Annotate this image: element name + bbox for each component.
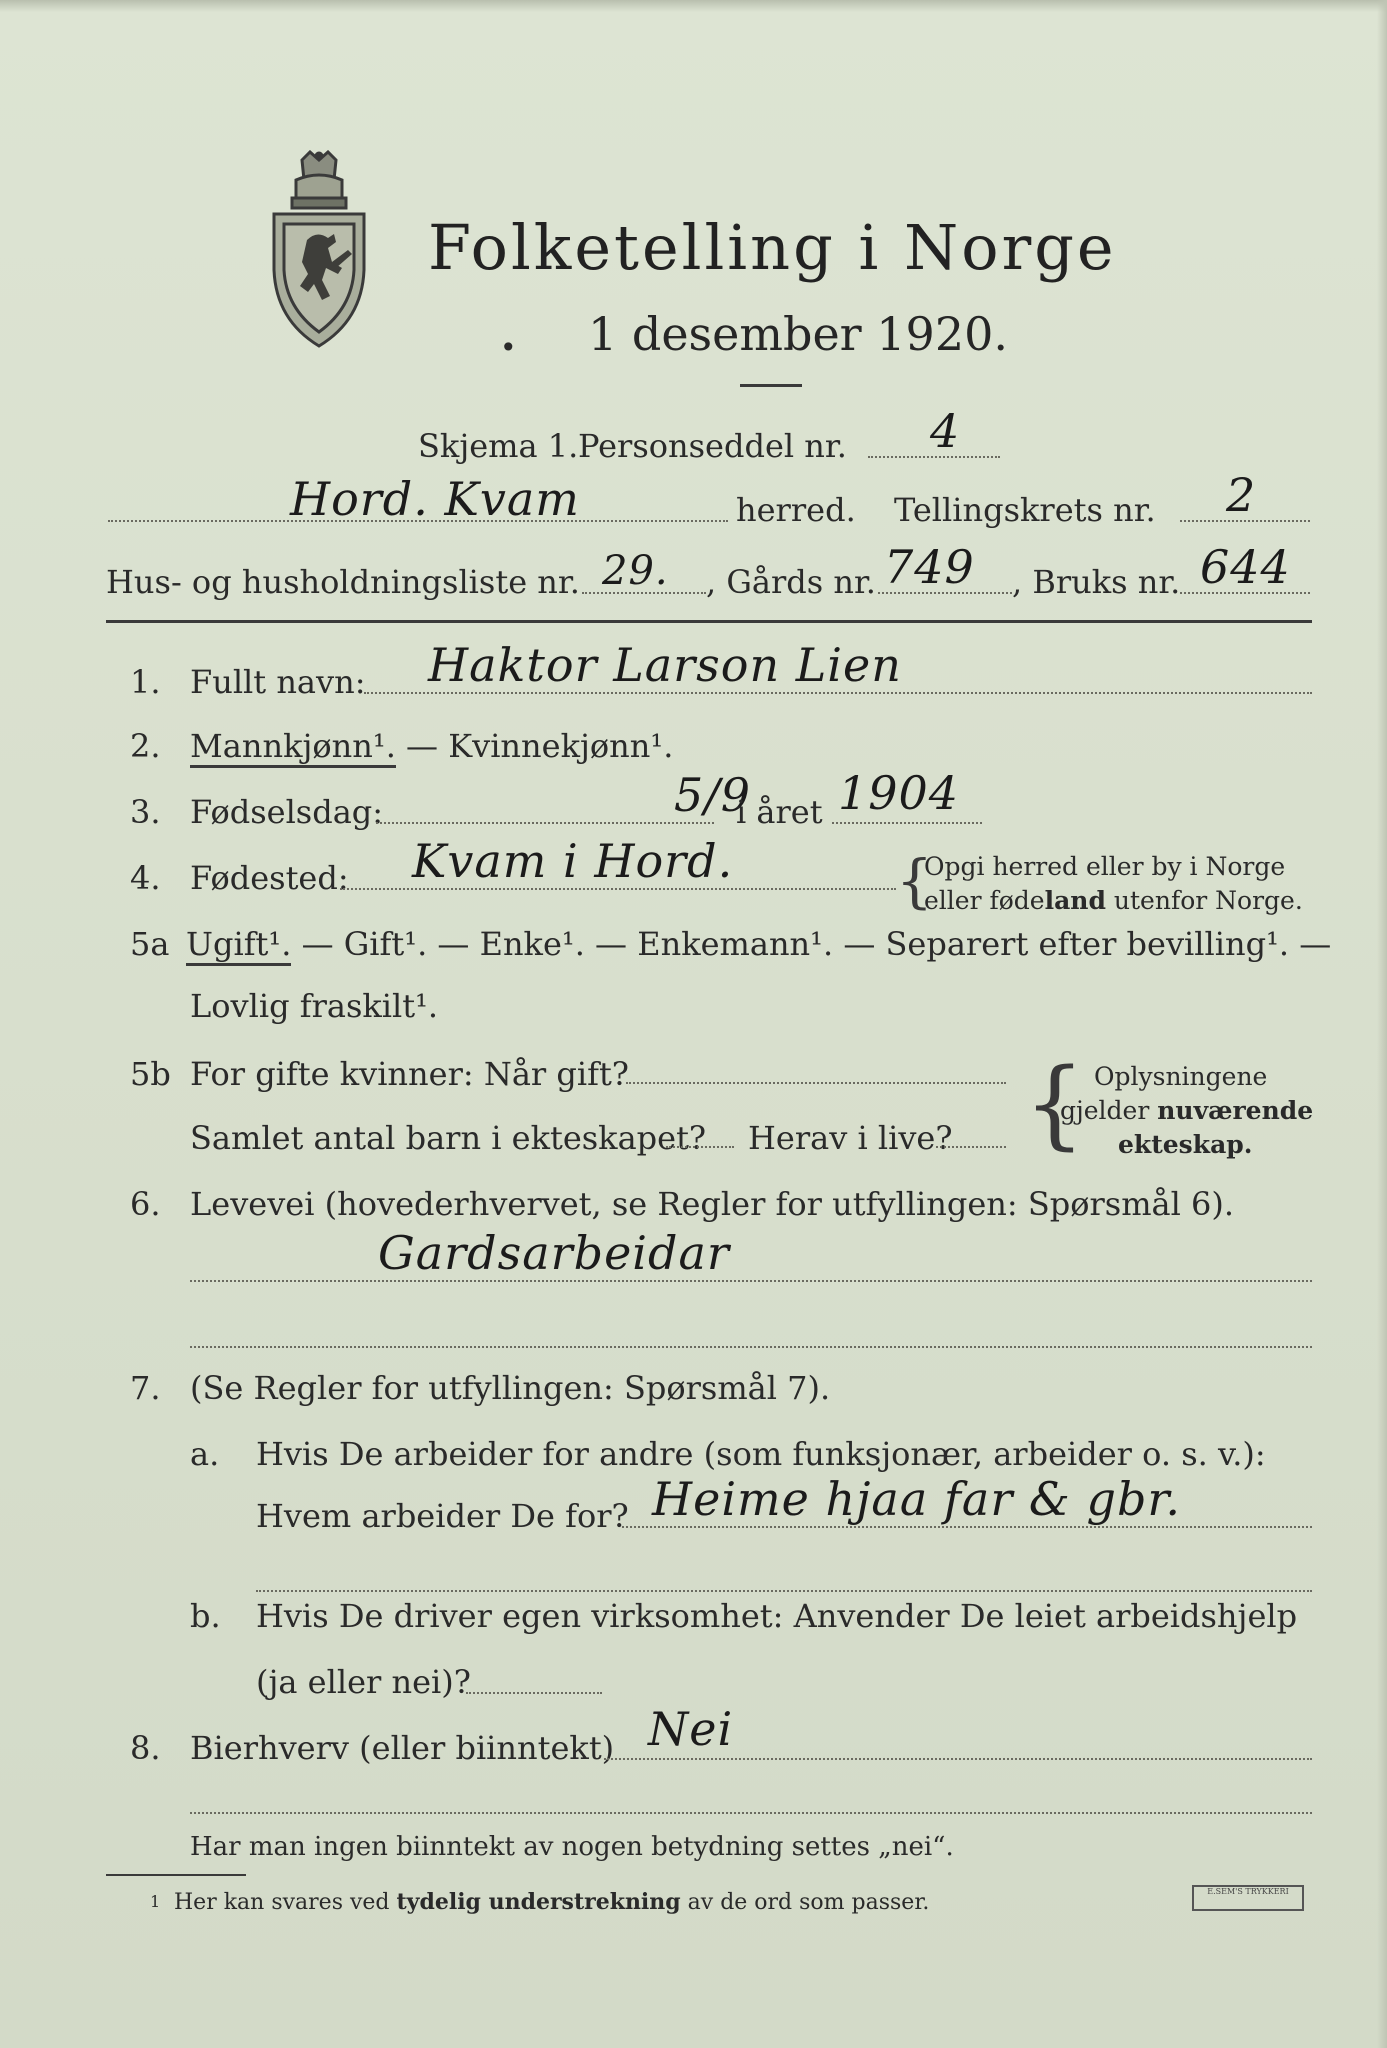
herred-value: Hord. Kvam xyxy=(290,472,580,526)
form-title: Folketelling i Norge xyxy=(428,211,1117,284)
paper-right-edge xyxy=(1377,0,1387,2048)
q5b-note-1: Oplysningene xyxy=(1094,1062,1268,1091)
census-date: 1 desember 1920. xyxy=(588,307,1008,361)
q8-number: 8. xyxy=(130,1729,161,1767)
q3-value: 5/9 xyxy=(674,768,752,822)
q3-line xyxy=(376,822,714,824)
title-divider xyxy=(740,384,802,387)
personseddel-value: 4 xyxy=(930,404,961,458)
q6-label: Levevei (hovederhvervet, se Regler for utfyllingen: Spørsmål 6). xyxy=(190,1185,1235,1223)
q5b-children: Samlet antal barn i ekteskapet? xyxy=(190,1119,707,1157)
q4-brace: { xyxy=(896,847,933,915)
bruks-label: , Bruks nr. xyxy=(1012,563,1181,601)
q4-label: Fødested: xyxy=(190,859,349,897)
q5b-note-3: ekteskap. xyxy=(1118,1130,1253,1159)
q1-value: Haktor Larson Lien xyxy=(428,638,902,692)
q1-label: Fullt navn: xyxy=(190,663,366,701)
bruks-value: 644 xyxy=(1200,540,1291,594)
ink-dot: • xyxy=(500,331,517,364)
q7a-line-2 xyxy=(256,1590,1312,1592)
q1-line xyxy=(364,692,1312,694)
printer-stamp: E.SEM'S TRYKKERI xyxy=(1192,1885,1304,1911)
q5a-line2: Lovlig fraskilt¹. xyxy=(190,987,439,1025)
q7a-label: Hvis De arbeider for andre (som funksjonær, arbeider o. s. v.): xyxy=(256,1435,1266,1473)
q8-value: Nei xyxy=(648,1702,734,1756)
q6-line-1 xyxy=(190,1280,1312,1282)
q2-male: Mannkjønn¹. xyxy=(190,727,396,768)
q2-female: Kvinnekjønn¹. xyxy=(448,727,674,765)
q5b-married-line xyxy=(626,1082,1006,1084)
footnote-text: Her kan svares ved tydelig understrekning av de ord som passer. xyxy=(174,1889,930,1915)
q5a-ugift: Ugift¹. xyxy=(186,925,291,966)
tellingskrets-label: Tellingskrets nr. xyxy=(894,491,1156,529)
q3-year-label: i året xyxy=(736,793,823,831)
q7b-label: Hvis De driver egen virksomhet: Anvender De leiet arbeidshjelp xyxy=(256,1597,1298,1635)
q4-value: Kvam i Hord. xyxy=(412,834,734,888)
q1-number: 1. xyxy=(130,663,161,701)
q5b-number: 5b xyxy=(130,1055,171,1093)
q5b-label: For gifte kvinner: Når gift? xyxy=(190,1055,629,1093)
q3-number: 3. xyxy=(130,793,161,831)
q4-number: 4. xyxy=(130,859,161,897)
q2-separator: — xyxy=(395,727,449,765)
header-rule xyxy=(106,620,1312,623)
footnote-mark: 1 xyxy=(150,1892,161,1911)
q5a-number: 5a xyxy=(130,925,170,963)
schema-label: Skjema 1. xyxy=(418,427,579,465)
liste-value: 29. xyxy=(602,548,669,594)
coat-of-arms-icon xyxy=(262,150,376,348)
paper-top-edge xyxy=(0,0,1387,12)
q7b-question: (ja eller nei)? xyxy=(256,1663,471,1701)
q7a-value: Heime hjaa far & gbr. xyxy=(652,1472,1181,1526)
q2-options xyxy=(190,726,673,766)
q5b-alive: Herav i live? xyxy=(748,1119,953,1157)
q5a-options: Ugift¹. — Gift¹. — Enke¹. — Enkemann¹. — Separert efter bevilling¹. — xyxy=(186,924,1331,964)
q5b-alive-line xyxy=(936,1146,1006,1148)
q7b-line xyxy=(466,1692,602,1694)
herred-label: herred. xyxy=(736,491,856,529)
gards-value: 749 xyxy=(884,540,975,594)
footnote-rule xyxy=(106,1874,246,1876)
q8-label: Bierhverv (eller biinntekt) xyxy=(190,1729,615,1767)
q6-line-2 xyxy=(190,1346,1312,1348)
q3-year-value: 1904 xyxy=(838,766,960,820)
gards-label: , Gårds nr. xyxy=(706,563,876,601)
q4-note-2: eller fødeland utenfor Norge. xyxy=(924,886,1303,915)
personseddel-label: Personseddel nr. xyxy=(578,427,847,465)
q5b-brace: { xyxy=(1024,1048,1086,1160)
tellingskrets-value: 2 xyxy=(1226,468,1257,522)
q4-line xyxy=(340,888,896,890)
liste-label: Hus- og husholdningsliste nr. xyxy=(106,563,580,601)
q5b-note-2: gjelder nuværende xyxy=(1060,1096,1314,1125)
q4-note-1: Opgi herred eller by i Norge xyxy=(924,852,1286,881)
q8-line-2 xyxy=(190,1812,1312,1814)
q7-number: 7. xyxy=(130,1369,161,1407)
q5b-children-line xyxy=(666,1146,734,1148)
q3-label: Fødselsdag: xyxy=(190,793,384,831)
q3-year-line xyxy=(832,822,982,824)
q7-label: (Se Regler for utfyllingen: Spørsmål 7). xyxy=(190,1369,831,1407)
q6-value: Gardsarbeidar xyxy=(378,1226,730,1280)
q2-number: 2. xyxy=(130,727,161,765)
q7b-number: b. xyxy=(190,1597,221,1635)
q7a-question: Hvem arbeider De for? xyxy=(256,1497,629,1535)
q6-number: 6. xyxy=(130,1185,161,1223)
q7a-number: a. xyxy=(190,1435,220,1473)
q7a-line-1 xyxy=(622,1526,1312,1528)
q8-line-1 xyxy=(604,1758,1312,1760)
q8-note: Har man ingen biinntekt av nogen betydning settes „nei“. xyxy=(190,1832,954,1862)
